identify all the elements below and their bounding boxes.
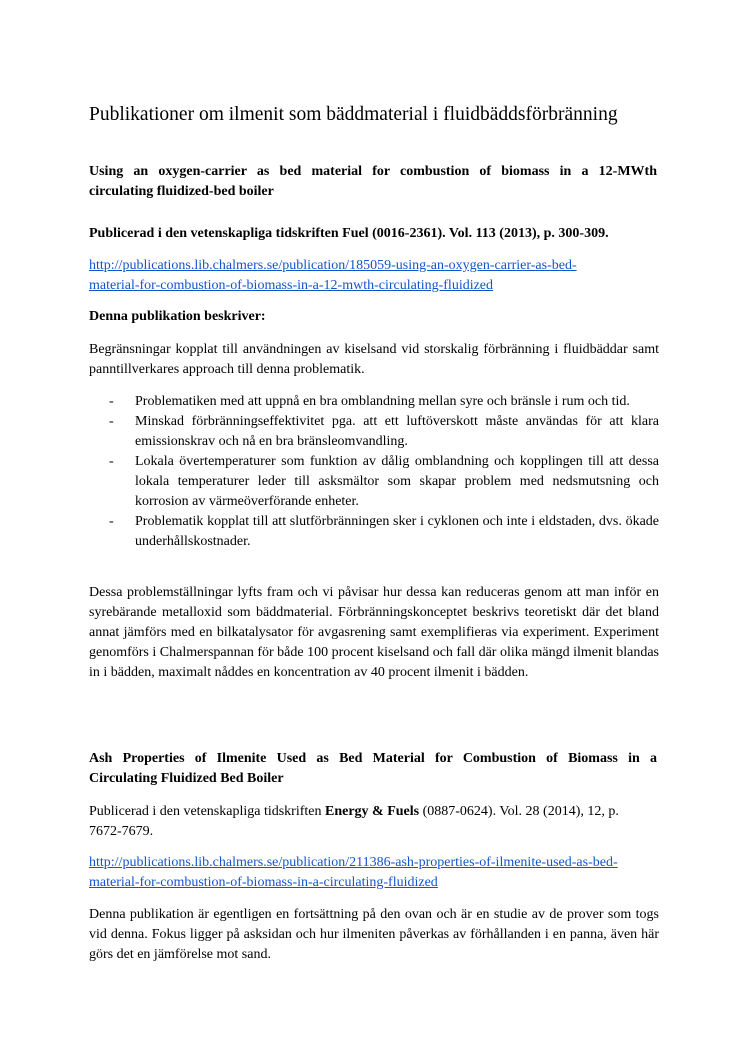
pub2-published-line1 bbox=[89, 802, 657, 822]
list-item bbox=[89, 412, 659, 452]
bullet-marker: - bbox=[109, 394, 114, 409]
bullet-text: Problematik kopplat till att slutförbränningen sker i cyklonen och inte i eldstaden, dvs. ökade underhållskostnader. bbox=[135, 514, 659, 549]
pub2-link-line2[interactable]: material-for-combustion-of-biomass-in-a-circulating-fluidized bbox=[89, 875, 438, 890]
bullet-marker: - bbox=[109, 454, 114, 469]
pub1-title bbox=[89, 162, 657, 202]
bullet-marker: - bbox=[109, 414, 114, 429]
pub2-title-line1: Ash Properties of Ilmenite Used as Bed Material for Combustion of Biomass in a bbox=[89, 751, 657, 766]
page-title: Publikationer om ilmenit som bäddmaterial i fluidbäddsförbränning bbox=[89, 104, 618, 125]
pub2-title-line2: Circulating Fluidized Bed Boiler bbox=[89, 771, 284, 786]
pub1-intro: Begränsningar kopplat till användningen av kiselsand vid storskalig förbränning i fluidbäddar samt panntillverkares approach till denna problematik. bbox=[89, 342, 659, 377]
list-item bbox=[89, 452, 659, 512]
bullet-text: Minskad förbränningseffektivitet pga. att ett luftöverskott måste användas för att klara emissionskrav och nå en bra bränsleomvandling. bbox=[135, 414, 659, 449]
bullet-text: Lokala övertemperaturer som funktion av dålig omblandning och kopplingen till att dessa lokala temperaturer leder till asksmältor som skapar problem med nedsmutsning och korrosion av värmeöverförande enheter. bbox=[135, 454, 659, 509]
pub1-describes-heading: Denna publikation beskriver: bbox=[89, 309, 266, 324]
list-item bbox=[89, 392, 659, 412]
pub2-published-line2: 7672-7679. bbox=[89, 824, 154, 839]
pub2-published bbox=[89, 802, 657, 842]
pub1-summary: Dessa problemställningar lyfts fram och vi påvisar hur dessa kan reduceras genom att man inför en syrebärande metalloxid som bäddmaterial. Förbränningskonceptet beskrivs teoretiskt där det bland annat jämförs med en bilkatalysator för avgasrening samt exemplifieras via experiment. Experiment genomförs i Chalmerspannan för både 100 procent kiselsand och fall där olika mängd ilmenit blandas in i bädden, maximalt nåddes en koncentration av 40 procent ilmenit i bädden. bbox=[89, 585, 659, 680]
pub2-title bbox=[89, 749, 657, 789]
pub2-link-line1[interactable]: http://publications.lib.chalmers.se/publication/211386-ash-properties-of-ilmenite-used-as-bed- bbox=[89, 855, 618, 870]
pub1-link-line2[interactable]: material-for-combustion-of-biomass-in-a-12-mwth-circulating-fluidized bbox=[89, 278, 494, 293]
pub1-title-line2: circulating fluidized-bed boiler bbox=[89, 184, 274, 199]
pub1-link[interactable] bbox=[89, 256, 657, 296]
pub1-bullet-list bbox=[89, 392, 659, 552]
pub1-published: Publicerad i den vetenskapliga tidskriften Fuel (0016-2361). Vol. 113 (2013), p. 300-309. bbox=[89, 226, 609, 241]
pub2-journal: Energy & Fuels bbox=[325, 804, 420, 819]
pub1-title-line1: Using an oxygen-carrier as bed material for combustion of biomass in a 12-MWth bbox=[89, 164, 657, 179]
pub1-link-line1[interactable]: http://publications.lib.chalmers.se/publication/185059-using-an-oxygen-carrier-as-bed- bbox=[89, 258, 577, 273]
list-item bbox=[89, 512, 659, 552]
pub2-description: Denna publikation är egentligen en fortsättning på den ovan och är en studie av de prover som togs vid denna. Fokus ligger på asksidan och hur ilmeniten påverkas av förhållanden i en panna, även här görs det en jämförelse mot sand. bbox=[89, 907, 659, 962]
pub2-published-suffix: (0887-0624). Vol. 28 (2014), 12, p. bbox=[419, 804, 619, 819]
pub2-link[interactable] bbox=[89, 853, 657, 893]
bullet-text: Problematiken med att uppnå en bra omblandning mellan syre och bränsle i rum och tid. bbox=[135, 394, 630, 409]
pub2-published-prefix: Publicerad i den vetenskapliga tidskriften bbox=[89, 804, 325, 819]
bullet-marker: - bbox=[109, 514, 114, 529]
